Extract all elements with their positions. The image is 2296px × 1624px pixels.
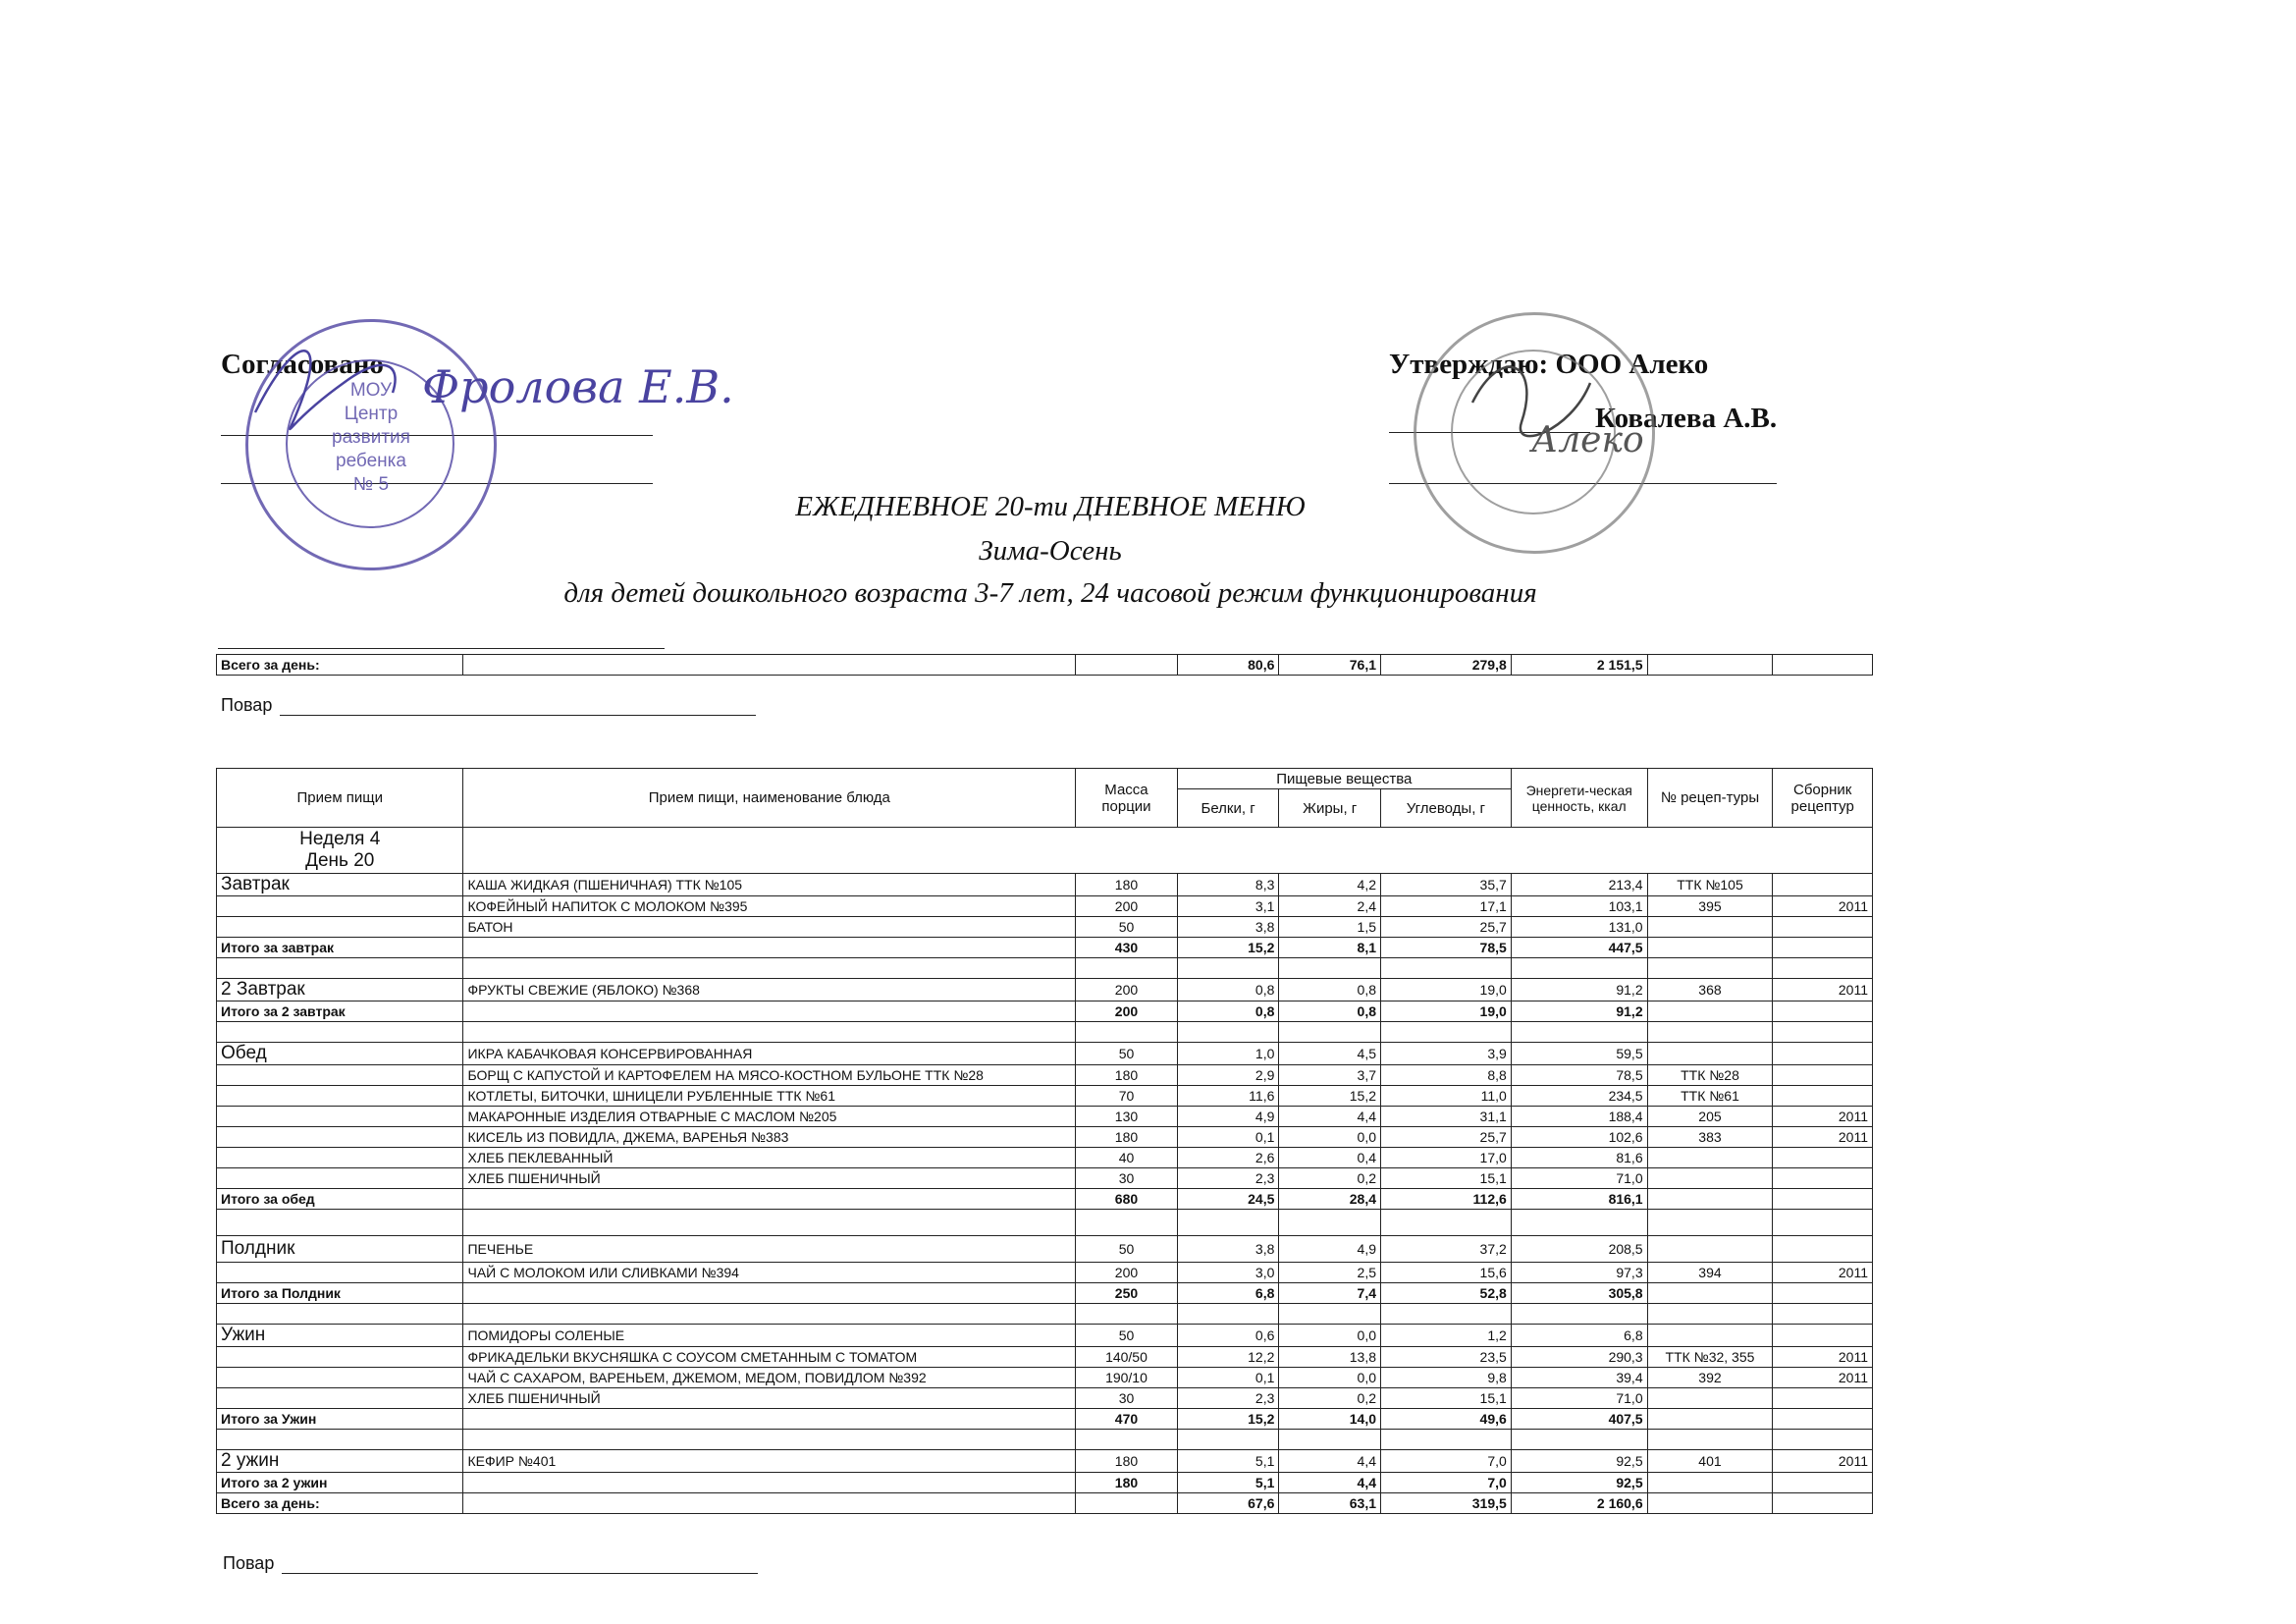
total-row: [217, 938, 1873, 958]
cell-e: 91,2: [1511, 979, 1647, 1001]
cell-mass: 180: [1076, 1473, 1178, 1493]
cell-r: [1647, 1409, 1773, 1430]
total-label: Итого за Ужин: [217, 1409, 463, 1430]
dish-row: [217, 874, 1873, 896]
week-label: Неделя 4: [299, 829, 381, 849]
cell-e: 6,8: [1511, 1325, 1647, 1347]
cook-line-top: [280, 715, 756, 716]
cell-e: 816,1: [1511, 1189, 1647, 1210]
dish-row: [217, 1168, 1873, 1189]
col-b: Белки, г: [1177, 789, 1279, 828]
cell-r: 401: [1647, 1450, 1773, 1473]
cell-e: 407,5: [1511, 1409, 1647, 1430]
dish-name: БАТОН: [463, 917, 1076, 938]
meal-name: [217, 1263, 463, 1283]
dish-row: [217, 1347, 1873, 1368]
cell-mass: 180: [1076, 1450, 1178, 1473]
cell-r: [1647, 1168, 1773, 1189]
dish-name: ФРИКАДЕЛЬКИ ВКУСНЯШКА С СОУСОМ СМЕТАННЫМ С ТОМАТОМ: [463, 1347, 1076, 1368]
total-label: Итого за Полдник: [217, 1283, 463, 1304]
cell-s: 2011: [1773, 1347, 1873, 1368]
dish-name: [463, 1283, 1076, 1304]
left-stamp-line: МОУ: [349, 380, 393, 401]
meal-name: [217, 917, 463, 938]
meal-name: [217, 1168, 463, 1189]
cell-j: 7,4: [1279, 1283, 1381, 1304]
cell-e: 208,5: [1511, 1236, 1647, 1263]
week-day-cell: [217, 828, 463, 874]
cell-b: 0,6: [1177, 1325, 1279, 1347]
cell-b: 67,6: [1177, 1493, 1279, 1514]
total-row: [217, 1409, 1873, 1430]
spacer-row: [217, 1304, 1873, 1325]
cell-mass: 50: [1076, 1236, 1178, 1263]
right-stamp-text: Алеко: [1531, 420, 1644, 460]
cell-b: 0,8: [1177, 1001, 1279, 1022]
cell-mass: 70: [1076, 1086, 1178, 1107]
cell-r: [1647, 1473, 1773, 1493]
dish-row: [217, 1236, 1873, 1263]
cell-j: 0,0: [1279, 1368, 1381, 1388]
meal-name: Завтрак: [217, 874, 463, 896]
dish-row: [217, 1388, 1873, 1409]
cell-r: [1647, 917, 1773, 938]
cell-r: [1647, 1236, 1773, 1263]
cell-b: 2,6: [1177, 1148, 1279, 1168]
cell-j: 14,0: [1279, 1409, 1381, 1430]
cell-j: 4,5: [1279, 1043, 1381, 1065]
cell-e: 97,3: [1511, 1263, 1647, 1283]
dish-name: [463, 1493, 1076, 1514]
cell-mass: 200: [1076, 896, 1178, 917]
cell-r: 368: [1647, 979, 1773, 1001]
cell-s: 2011: [1773, 1450, 1873, 1473]
col-book: Сборник рецептур: [1773, 769, 1873, 828]
prev-total-label: Всего за день:: [217, 655, 463, 676]
cell-s: [1773, 1283, 1873, 1304]
cell-mass: 200: [1076, 1001, 1178, 1022]
left-signature: [236, 324, 734, 442]
dish-name: ЧАЙ С САХАРОМ, ВАРЕНЬЕМ, ДЖЕМОМ, МЕДОМ, ПОВИДЛОМ №392: [463, 1368, 1076, 1388]
cell-u: 17,0: [1381, 1148, 1512, 1168]
meal-name: [217, 1148, 463, 1168]
prev-total-j: 76,1: [1279, 655, 1381, 676]
cell-mass: 140/50: [1076, 1347, 1178, 1368]
dish-row: [217, 917, 1873, 938]
left-stamp-line: развития: [332, 427, 410, 448]
cell-s: [1773, 1148, 1873, 1168]
cell-j: 4,4: [1279, 1473, 1381, 1493]
dish-name: КОТЛЕТЫ, БИТОЧКИ, ШНИЦЕЛИ РУБЛЕННЫЕ ТТК №61: [463, 1086, 1076, 1107]
cell-mass: 130: [1076, 1107, 1178, 1127]
cell-u: 9,8: [1381, 1368, 1512, 1388]
cell-e: 213,4: [1511, 874, 1647, 896]
dish-row: [217, 1450, 1873, 1473]
cell-mass: 180: [1076, 1127, 1178, 1148]
cell-j: 0,8: [1279, 1001, 1381, 1022]
dish-name: ИКРА КАБАЧКОВАЯ КОНСЕРВИРОВАННАЯ: [463, 1043, 1076, 1065]
right-signature: [1463, 344, 1659, 471]
cell-s: [1773, 874, 1873, 896]
cell-e: 102,6: [1511, 1127, 1647, 1148]
spacer-row: [217, 1210, 1873, 1236]
dish-row: [217, 1368, 1873, 1388]
cell-e: 188,4: [1511, 1107, 1647, 1127]
cell-u: 25,7: [1381, 917, 1512, 938]
cell-u: 112,6: [1381, 1189, 1512, 1210]
cell-j: 63,1: [1279, 1493, 1381, 1514]
prev-total-b: 80,6: [1177, 655, 1279, 676]
cell-s: [1773, 1086, 1873, 1107]
dish-name: ПОМИДОРЫ СОЛЕНЫЕ: [463, 1325, 1076, 1347]
cell-s: [1773, 1065, 1873, 1086]
header-row-1: [217, 769, 1873, 789]
cell-r: [1647, 1148, 1773, 1168]
dish-row: [217, 1325, 1873, 1347]
col-mass: Масса порции: [1076, 769, 1178, 828]
total-label: Итого за обед: [217, 1189, 463, 1210]
meal-name: Обед: [217, 1043, 463, 1065]
col-dish: Прием пищи, наименование блюда: [463, 769, 1076, 828]
cell-b: 2,9: [1177, 1065, 1279, 1086]
cell-j: 28,4: [1279, 1189, 1381, 1210]
cell-u: 7,0: [1381, 1450, 1512, 1473]
cell-e: 131,0: [1511, 917, 1647, 938]
cell-u: 7,0: [1381, 1473, 1512, 1493]
total-row: [217, 1283, 1873, 1304]
cell-r: [1647, 1325, 1773, 1347]
cell-mass: 430: [1076, 938, 1178, 958]
dish-name: МАКАРОННЫЕ ИЗДЕЛИЯ ОТВАРНЫЕ С МАСЛОМ №205: [463, 1107, 1076, 1127]
cell-b: 3,8: [1177, 1236, 1279, 1263]
cell-s: [1773, 938, 1873, 958]
dish-name: [463, 1473, 1076, 1493]
cell-mass: 200: [1076, 1263, 1178, 1283]
cell-mass: 50: [1076, 1043, 1178, 1065]
col-recipe: № рецеп-туры: [1647, 769, 1773, 828]
cell-r: ТТК №105: [1647, 874, 1773, 896]
dish-name: БОРЩ С КАПУСТОЙ И КАРТОФЕЛЕМ НА МЯСО-КОСТНОМ БУЛЬОНЕ ТТК №28: [463, 1065, 1076, 1086]
cell-e: 39,4: [1511, 1368, 1647, 1388]
cell-b: 3,0: [1177, 1263, 1279, 1283]
cell-b: 12,2: [1177, 1347, 1279, 1368]
cell-e: 103,1: [1511, 896, 1647, 917]
cell-r: [1647, 1043, 1773, 1065]
cell-r: [1647, 1388, 1773, 1409]
cell-u: 15,1: [1381, 1388, 1512, 1409]
dish-row: [217, 1127, 1873, 1148]
cell-e: 59,5: [1511, 1043, 1647, 1065]
cell-mass: [1076, 1493, 1178, 1514]
title-underline: [218, 648, 665, 649]
cell-e: 305,8: [1511, 1283, 1647, 1304]
total-row: [217, 1473, 1873, 1493]
dish-row: [217, 1043, 1873, 1065]
cell-j: 3,7: [1279, 1065, 1381, 1086]
title-subtitle: для детей дошкольного возраста 3-7 лет, 24 часовой режим функционирования: [563, 577, 1537, 609]
cell-mass: 180: [1076, 1065, 1178, 1086]
menu-table: [216, 768, 1873, 1514]
cell-e: 290,3: [1511, 1347, 1647, 1368]
dish-row: [217, 979, 1873, 1001]
left-stamp-line: ребенка: [336, 451, 406, 471]
cell-b: 24,5: [1177, 1189, 1279, 1210]
meal-name: 2 Завтрак: [217, 979, 463, 1001]
cell-u: 37,2: [1381, 1236, 1512, 1263]
cell-e: 92,5: [1511, 1473, 1647, 1493]
meal-name: [217, 1065, 463, 1086]
col-meal: Прием пищи: [217, 769, 463, 828]
dish-name: КИСЕЛЬ ИЗ ПОВИДЛА, ДЖЕМА, ВАРЕНЬЯ №383: [463, 1127, 1076, 1148]
cell-s: [1773, 1189, 1873, 1210]
meal-name: Полдник: [217, 1236, 463, 1263]
cell-u: 35,7: [1381, 874, 1512, 896]
cell-b: 2,3: [1177, 1388, 1279, 1409]
cell-j: 0,0: [1279, 1325, 1381, 1347]
cell-u: 25,7: [1381, 1127, 1512, 1148]
cell-u: 3,9: [1381, 1043, 1512, 1065]
week-day-row: [217, 828, 1873, 874]
cell-u: 52,8: [1381, 1283, 1512, 1304]
cell-r: 394: [1647, 1263, 1773, 1283]
cell-e: 234,5: [1511, 1086, 1647, 1107]
col-nutrients: Пищевые вещества: [1177, 769, 1511, 789]
prev-total-table: [216, 654, 1873, 676]
meal-name: [217, 1086, 463, 1107]
total-row: [217, 1189, 1873, 1210]
cell-j: 4,4: [1279, 1450, 1381, 1473]
approve-signer: Ковалева А.В.: [1595, 403, 1778, 434]
cell-j: 4,2: [1279, 874, 1381, 896]
cell-e: 81,6: [1511, 1148, 1647, 1168]
col-energy: Энергети-ческая ценность, ккал: [1511, 769, 1647, 828]
cell-s: [1773, 1325, 1873, 1347]
title-season: Зима-Осень: [979, 535, 1122, 567]
total-row: [217, 1001, 1873, 1022]
cell-mass: 50: [1076, 1325, 1178, 1347]
dish-row: [217, 1065, 1873, 1086]
dish-name: ПЕЧЕНЬЕ: [463, 1236, 1076, 1263]
cell-b: 5,1: [1177, 1473, 1279, 1493]
total-row: [217, 1493, 1873, 1514]
cell-mass: 200: [1076, 979, 1178, 1001]
cook-line-bottom: [282, 1573, 758, 1574]
dish-name: [463, 1189, 1076, 1210]
spacer-row: [217, 1022, 1873, 1043]
meal-name: [217, 1127, 463, 1148]
meal-name: [217, 1347, 463, 1368]
cell-s: 2011: [1773, 896, 1873, 917]
cook-label-bottom: Повар: [223, 1553, 275, 1573]
cell-mass: 190/10: [1076, 1368, 1178, 1388]
dish-name: [463, 1001, 1076, 1022]
cell-b: 8,3: [1177, 874, 1279, 896]
meal-name: [217, 896, 463, 917]
cell-j: 0,0: [1279, 1127, 1381, 1148]
dish-name: ХЛЕБ ПШЕНИЧНЫЙ: [463, 1388, 1076, 1409]
cell-j: 1,5: [1279, 917, 1381, 938]
cell-u: 15,6: [1381, 1263, 1512, 1283]
cell-s: 2011: [1773, 1127, 1873, 1148]
cell-r: ТТК №28: [1647, 1065, 1773, 1086]
cell-j: 0,2: [1279, 1168, 1381, 1189]
cell-s: 2011: [1773, 979, 1873, 1001]
cell-s: [1773, 1043, 1873, 1065]
cell-e: 71,0: [1511, 1388, 1647, 1409]
cell-r: [1647, 1189, 1773, 1210]
dish-name: ХЛЕБ ПШЕНИЧНЫЙ: [463, 1168, 1076, 1189]
cell-u: 19,0: [1381, 1001, 1512, 1022]
cell-mass: 50: [1076, 917, 1178, 938]
cell-r: 383: [1647, 1127, 1773, 1148]
cell-mass: 40: [1076, 1148, 1178, 1168]
dish-name: ФРУКТЫ СВЕЖИЕ (ЯБЛОКО) №368: [463, 979, 1076, 1001]
dish-row: [217, 1263, 1873, 1283]
cell-u: 319,5: [1381, 1493, 1512, 1514]
cell-u: 15,1: [1381, 1168, 1512, 1189]
cell-u: 17,1: [1381, 896, 1512, 917]
cell-r: ТТК №32, 355: [1647, 1347, 1773, 1368]
cell-u: 1,2: [1381, 1325, 1512, 1347]
cell-u: 23,5: [1381, 1347, 1512, 1368]
cell-b: 3,8: [1177, 917, 1279, 938]
cell-r: 395: [1647, 896, 1773, 917]
cell-s: [1773, 1409, 1873, 1430]
cell-u: 11,0: [1381, 1086, 1512, 1107]
cell-u: 31,1: [1381, 1107, 1512, 1127]
left-stamp-line: Центр: [344, 404, 399, 424]
cell-b: 11,6: [1177, 1086, 1279, 1107]
meal-name: Ужин: [217, 1325, 463, 1347]
prev-total-e: 2 151,5: [1511, 655, 1647, 676]
cell-s: 2011: [1773, 1263, 1873, 1283]
cell-e: 78,5: [1511, 1065, 1647, 1086]
spacer-row: [217, 958, 1873, 979]
cell-j: 0,8: [1279, 979, 1381, 1001]
cell-b: 3,1: [1177, 896, 1279, 917]
meal-name: 2 ужин: [217, 1450, 463, 1473]
cell-e: 2 160,6: [1511, 1493, 1647, 1514]
cell-j: 2,5: [1279, 1263, 1381, 1283]
cell-b: 5,1: [1177, 1450, 1279, 1473]
dish-name: [463, 1409, 1076, 1430]
cell-j: 15,2: [1279, 1086, 1381, 1107]
dish-row: [217, 1086, 1873, 1107]
total-label: Итого за завтрак: [217, 938, 463, 958]
cell-mass: 180: [1076, 874, 1178, 896]
cell-b: 2,3: [1177, 1168, 1279, 1189]
meal-name: [217, 1368, 463, 1388]
dish-name: ЧАЙ С МОЛОКОМ ИЛИ СЛИВКАМИ №394: [463, 1263, 1076, 1283]
total-label: Итого за 2 ужин: [217, 1473, 463, 1493]
dish-name: КАША ЖИДКАЯ (ПШЕНИЧНАЯ) ТТК №105: [463, 874, 1076, 896]
cell-u: 8,8: [1381, 1065, 1512, 1086]
cell-r: 392: [1647, 1368, 1773, 1388]
cell-j: 4,9: [1279, 1236, 1381, 1263]
cell-r: [1647, 1001, 1773, 1022]
cell-e: 71,0: [1511, 1168, 1647, 1189]
dish-name: [463, 938, 1076, 958]
cell-mass: 30: [1076, 1388, 1178, 1409]
cell-j: 2,4: [1279, 896, 1381, 917]
dish-row: [217, 896, 1873, 917]
cell-mass: 30: [1076, 1168, 1178, 1189]
cell-s: [1773, 1236, 1873, 1263]
total-label: Итого за 2 завтрак: [217, 1001, 463, 1022]
dish-name: КОФЕЙНЫЙ НАПИТОК С МОЛОКОМ №395: [463, 896, 1076, 917]
dish-row: [217, 1107, 1873, 1127]
day-label: День 20: [305, 850, 375, 871]
cell-j: 0,2: [1279, 1388, 1381, 1409]
cell-j: 4,4: [1279, 1107, 1381, 1127]
cell-r: 205: [1647, 1107, 1773, 1127]
cell-b: 0,8: [1177, 979, 1279, 1001]
cell-r: [1647, 938, 1773, 958]
agreed-label: Согласовано: [221, 349, 384, 380]
cell-s: 2011: [1773, 1107, 1873, 1127]
dish-name: КЕФИР №401: [463, 1450, 1076, 1473]
spacer-row: [217, 1430, 1873, 1450]
prev-total-u: 279,8: [1381, 655, 1512, 676]
col-u: Углеводы, г: [1381, 789, 1512, 828]
dish-row: [217, 1148, 1873, 1168]
cell-j: 8,1: [1279, 938, 1381, 958]
cell-b: 15,2: [1177, 938, 1279, 958]
left-stamp-line: № 5: [352, 474, 390, 495]
cell-s: [1773, 1001, 1873, 1022]
cell-b: 4,9: [1177, 1107, 1279, 1127]
cell-s: [1773, 917, 1873, 938]
col-j: Жиры, г: [1279, 789, 1381, 828]
cell-s: 2011: [1773, 1368, 1873, 1388]
cell-u: 19,0: [1381, 979, 1512, 1001]
cell-j: 13,8: [1279, 1347, 1381, 1368]
prev-total-row: [217, 655, 1873, 676]
dish-name: ХЛЕБ ПЕКЛЕВАННЫЙ: [463, 1148, 1076, 1168]
cell-r: [1647, 1283, 1773, 1304]
cell-e: 92,5: [1511, 1450, 1647, 1473]
left-signature-text: Фролова Е.В.: [422, 360, 734, 413]
cook-label-top: Повар: [221, 695, 273, 715]
cell-b: 15,2: [1177, 1409, 1279, 1430]
cell-mass: 470: [1076, 1409, 1178, 1430]
cell-b: 0,1: [1177, 1127, 1279, 1148]
cell-s: [1773, 1493, 1873, 1514]
cell-mass: 680: [1076, 1189, 1178, 1210]
cell-r: ТТК №61: [1647, 1086, 1773, 1107]
cell-u: 49,6: [1381, 1409, 1512, 1430]
cell-b: 6,8: [1177, 1283, 1279, 1304]
cell-s: [1773, 1168, 1873, 1189]
cell-r: [1647, 1493, 1773, 1514]
cell-b: 0,1: [1177, 1368, 1279, 1388]
cell-j: 0,4: [1279, 1148, 1381, 1168]
cell-e: 447,5: [1511, 938, 1647, 958]
cell-e: 91,2: [1511, 1001, 1647, 1022]
cell-mass: 250: [1076, 1283, 1178, 1304]
approve-label: Утверждаю: ООО Алеко: [1389, 349, 1709, 380]
cell-b: 1,0: [1177, 1043, 1279, 1065]
total-label: Всего за день:: [217, 1493, 463, 1514]
cell-u: 78,5: [1381, 938, 1512, 958]
meal-name: [217, 1107, 463, 1127]
cell-s: [1773, 1473, 1873, 1493]
title-main: ЕЖЕДНЕВНОЕ 20-ти ДНЕВНОЕ МЕНЮ: [795, 491, 1306, 522]
meal-name: [217, 1388, 463, 1409]
cell-s: [1773, 1388, 1873, 1409]
